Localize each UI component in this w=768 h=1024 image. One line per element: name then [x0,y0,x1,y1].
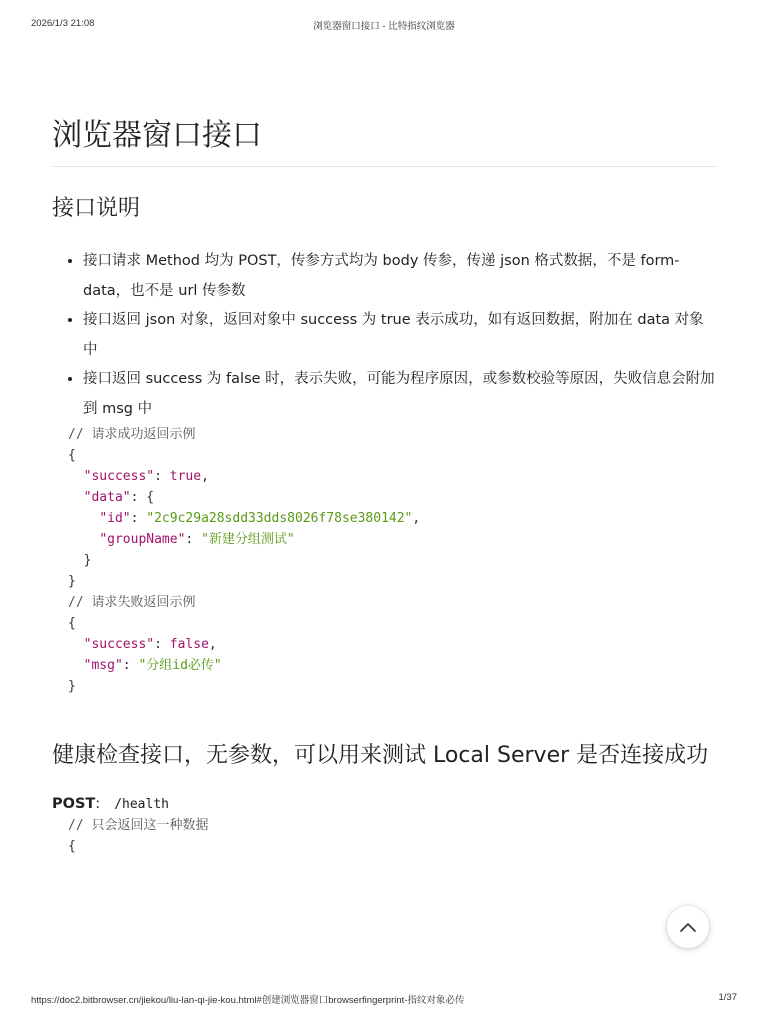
code-key: "success" [83,637,155,652]
code-block-health-response [52,815,717,857]
code-comment: // 只会返回这一种数据 [68,818,209,833]
code-brace: } [83,553,92,568]
list-item: • 接口请求 Method 均为 POST，传参方式均为 body 传参，传递 json 格式数据，不是 form-data，也不是 url 传参数 [83,247,717,306]
print-footer [31,992,737,1006]
code-string: "2c9c29a28sdd33dds8026f78se380142" [146,511,413,526]
print-datetime: 2026/1/3 21:08 [31,18,95,29]
code-comment: // 请求失败返回示例 [68,595,196,610]
code-block-success-example: // 请求成功返回示例 { "success": true, "data": { "id": "2c9c29a28sdd33dds8026f78se380142", "groupName": "新建分组测试" } } [68,427,421,589]
back-to-top-button[interactable] [667,906,709,948]
chevron-up-icon [679,921,697,933]
code-key: "msg" [83,658,123,673]
section-title-interface-description: 接口说明 [52,196,141,221]
code-brace: { [68,448,76,463]
code-key: "groupName" [99,532,186,547]
code-brace: { [68,839,76,854]
code-brace: } [68,679,76,694]
code-string: "分组id必传" [138,658,222,673]
page-title: 浏览器窗口接口 [52,110,717,167]
print-url: https://doc2.bitbrowser.cn/jiekou/liu-lan-qi-jie-kou.html#创建浏览器窗口browserfingerprint-指纹对象必传 [31,995,465,1006]
code-key: "id" [99,511,131,526]
code-brace: } [68,574,76,589]
print-page-number: 1/37 [718,992,737,1003]
endpoint-path: /health [114,797,169,812]
code-comment: // 请求成功返回示例 [68,427,196,442]
section-title-health-check: 健康检查接口，无参数，可以用来测试 Local Server 是否连接成功 [52,743,709,768]
code-key: "success" [83,469,155,484]
list-item: • 接口返回 json 对象，返回对象中 success 为 true 表示成功，如有返回数据，附加在 data 对象中 [83,306,717,365]
main-content [52,110,717,857]
code-block-fail-example: // 请求失败返回示例 { "success": false, "msg": "分组id必传" } [68,595,222,694]
print-doc-title: 浏览器窗口接口 - 比特指纹浏览器 [313,21,455,32]
code-bool: true [169,469,202,484]
code-string: "新建分组测试" [201,532,295,547]
code-brace: { [68,616,76,631]
list-item: • 接口返回 success 为 false 时，表示失败，可能为程序原因，或参数校验等原因，失败信息会附加到 msg 中 [83,365,717,424]
code-key: "data" [83,490,131,505]
endpoint-line [52,794,717,815]
print-header [31,18,737,32]
code-bool: false [169,637,209,652]
method-separator: : [95,796,101,812]
http-method: POST [52,796,96,812]
description-list [52,247,717,424]
